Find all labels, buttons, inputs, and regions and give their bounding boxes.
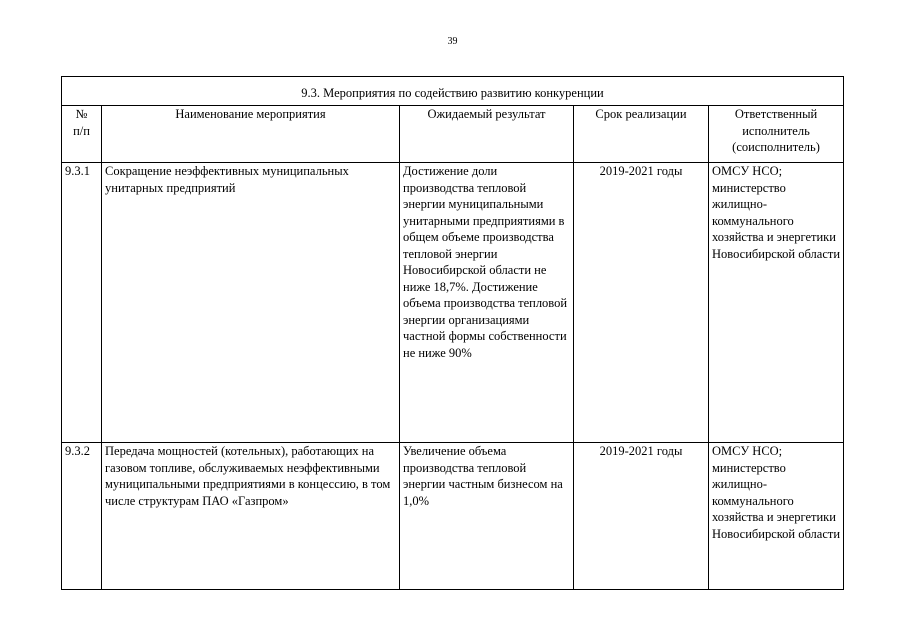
row-result: Увеличение объема производства тепловой энергии частным бизнесом на 1,0% — [400, 443, 574, 590]
row-responsible: ОМСУ НСО; министерство жилищно-коммунального хозяйства и энергетики Новосибирской области — [709, 163, 844, 443]
row-name: Сокращение неэффективных муниципальных унитарных предприятий — [102, 163, 400, 443]
measures-table — [61, 76, 844, 590]
row-result: Достижение доли производства тепловой энергии муниципальными унитарными предприятиями в общем объеме производства тепловой энергии Новосибирской области не ниже 18,7%. Достижение объема производства тепловой энергии организациями частной формы собственности не ниже 90% — [400, 163, 574, 443]
header-term: Срок реализации — [574, 106, 709, 163]
table-row — [62, 163, 844, 443]
header-name: Наименование мероприятия — [102, 106, 400, 163]
row-num: 9.3.1 — [62, 163, 102, 443]
row-term: 2019-2021 годы — [574, 443, 709, 590]
header-result: Ожидаемый результат — [400, 106, 574, 163]
section-title: 9.3. Мероприятия по содействию развитию конкуренции — [62, 77, 844, 106]
row-term: 2019-2021 годы — [574, 163, 709, 443]
row-num: 9.3.2 — [62, 443, 102, 590]
header-num: № п/п — [62, 106, 102, 163]
page-number: 39 — [447, 36, 458, 47]
table-row — [62, 443, 844, 590]
row-name: Передача мощностей (котельных), работающих на газовом топливе, обслуживаемых неэффективными муниципальными предприятиями в концессию, в том числе структурам ПАО «Газпром» — [102, 443, 400, 590]
header-responsible: Ответственный исполнитель (соисполнитель) — [709, 106, 844, 163]
row-responsible: ОМСУ НСО; министерство жилищно-коммунального хозяйства и энергетики Новосибирской области — [709, 443, 844, 590]
